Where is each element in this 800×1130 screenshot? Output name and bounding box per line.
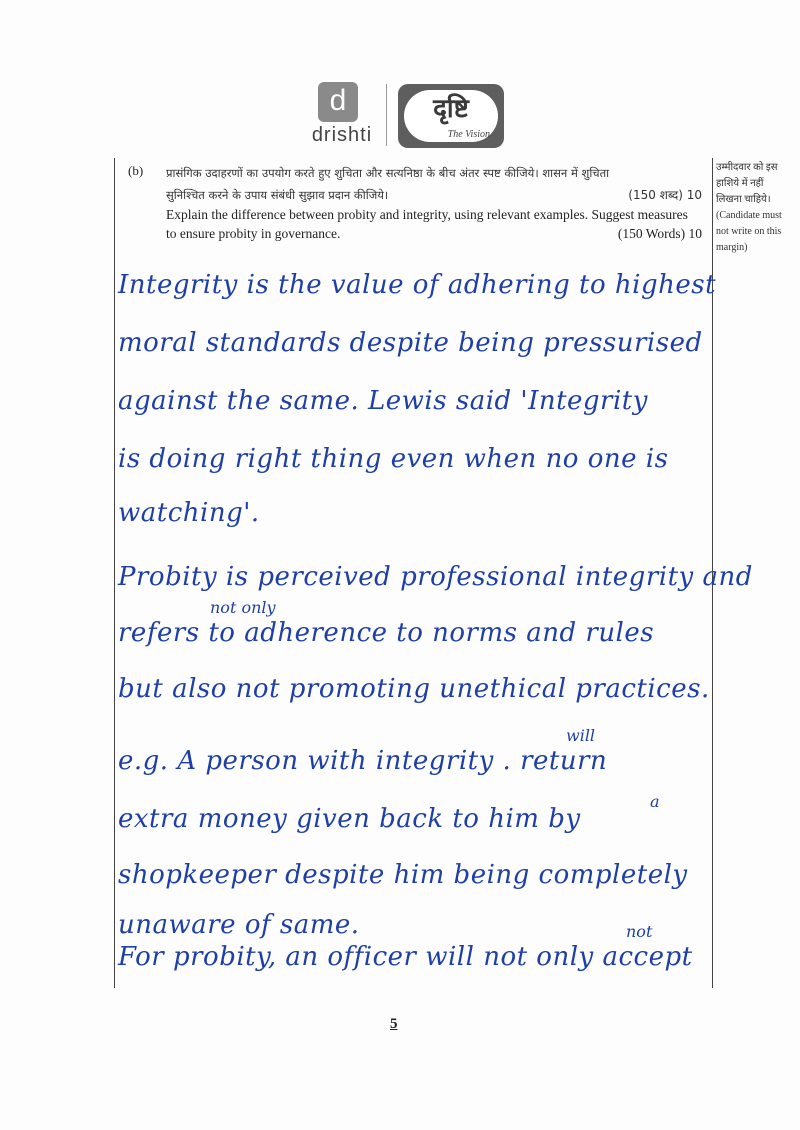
question-english-line1: Explain the difference between probity and integrity, using relevant examples. Suggest measures [166, 207, 688, 222]
left-margin-rule [114, 158, 115, 988]
question-english [166, 205, 706, 243]
answer-line: Integrity is the value of adhering to highest [118, 270, 717, 300]
answer-line: moral standards despite being pressurised [118, 328, 703, 358]
vision-hindi-text: दृष्टि [433, 94, 469, 124]
question-english-marks: (150 Words) 10 [617, 226, 702, 241]
answer-line: Probity is perceived professional integrity and [118, 562, 753, 592]
drishti-d-logo [318, 82, 358, 122]
caret-insert-not: not [626, 922, 653, 941]
answer-line: extra money given back to him by [118, 804, 581, 834]
caret-insert-will: will [566, 726, 596, 745]
logo-letter: d [329, 84, 347, 117]
margin-note [716, 160, 798, 256]
answer-line: e.g. A person with integrity . return [118, 746, 608, 776]
question-label: (b) [128, 163, 144, 178]
margin-note-line: लिखना चाहिये। [716, 194, 771, 205]
header-logos [0, 0, 800, 160]
answer-line: against the same. Lewis said 'Integrity [118, 386, 648, 416]
margin-note-line: margin) [716, 242, 748, 253]
vision-subtitle: The Vision [447, 129, 490, 140]
answer-line: refers to adherence to norms and rules [118, 618, 655, 648]
answer-line: is doing right thing even when no one is [118, 444, 669, 474]
answer-line: For probity, an officer will not only accept [118, 942, 693, 972]
margin-note-line: हाशिये में नहीं [716, 178, 764, 189]
answer-line: watching'. [118, 498, 260, 528]
caret-insert-a: a [650, 792, 660, 811]
answer-line: unaware of same. [118, 910, 360, 940]
logo-divider [386, 84, 387, 146]
caret-insert-not-only: not only [210, 598, 276, 617]
margin-note-line: उम्मीदवार को इस [716, 162, 778, 173]
vision-logo-inner [404, 90, 498, 142]
answer-line: but also not promoting unethical practices. [118, 674, 710, 704]
question-hindi-line1: प्रासंगिक उदाहरणों का उपयोग करते हुए शुचिता और सत्यनिष्ठा के बीच अंतर स्पष्ट कीजिये। शासन में शुचिता [166, 166, 610, 180]
answer-line: shopkeeper despite him being completely [118, 860, 688, 890]
question-english-line2: to ensure probity in governance. [166, 226, 341, 241]
drishti-vision-logo [398, 84, 504, 148]
margin-note-line: (Candidate must [716, 210, 782, 221]
drishti-wordmark: drishti [311, 124, 373, 146]
question-hindi [166, 162, 706, 206]
page-number: 5 [390, 1016, 398, 1032]
margin-note-line: not write on this [716, 226, 782, 237]
question-hindi-line2: सुनिश्चित करने के उपाय संबंधी सुझाव प्रदान कीजिये। [166, 188, 389, 202]
question-hindi-marks: (150 शब्द) 10 [628, 188, 702, 202]
handwritten-answer [118, 262, 753, 982]
